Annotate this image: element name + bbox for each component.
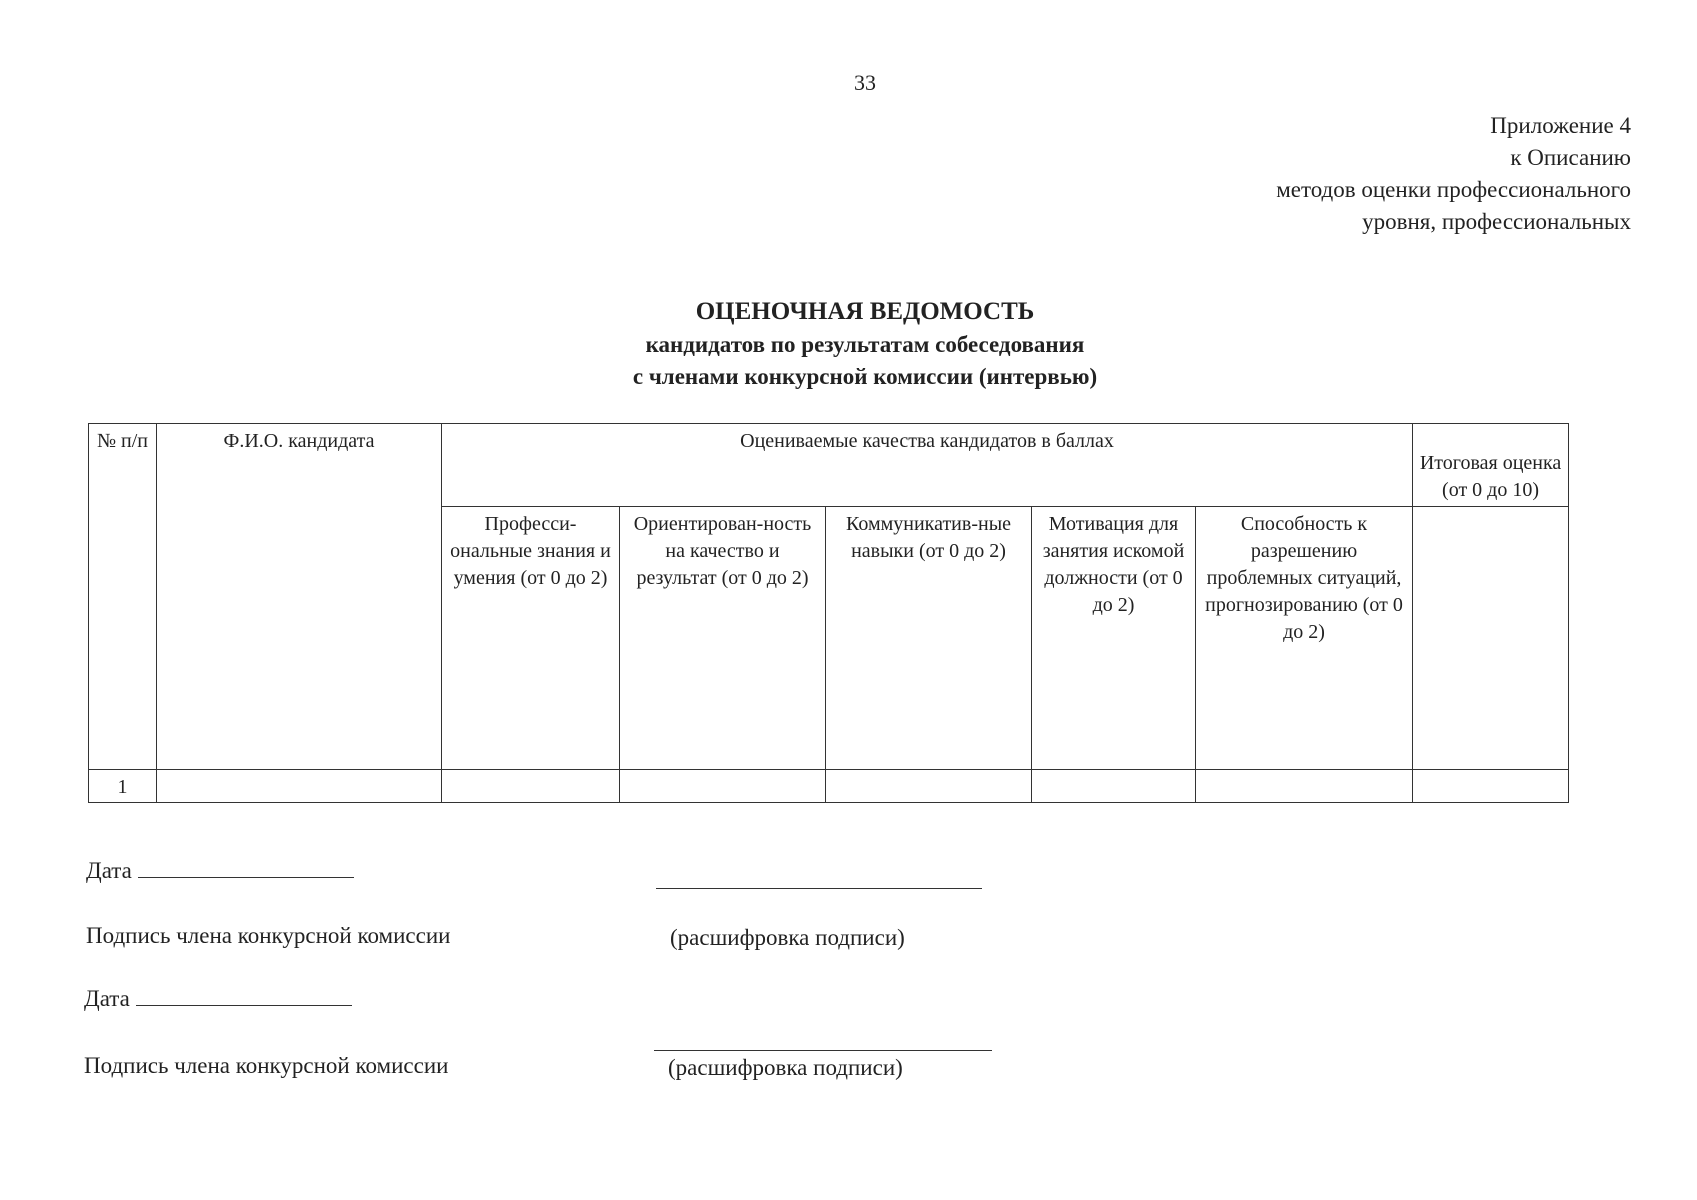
score-cell[interactable]	[826, 770, 1032, 803]
score-cell[interactable]	[442, 770, 620, 803]
signature-label: Подпись члена конкурсной комиссии	[84, 1053, 449, 1078]
date-label: Дата	[84, 986, 130, 1011]
assessment-table	[88, 423, 1569, 803]
header-criterion-professional-knowledge: Професси-ональные знания и умения (от 0 до 2)	[442, 507, 620, 770]
header-qualities: Оцениваемые качества кандидатов в баллах	[442, 424, 1413, 507]
appendix-line: методов оценки профессионального	[1276, 177, 1631, 202]
date-label: Дата	[86, 858, 132, 883]
total-score-cell[interactable]	[1413, 770, 1569, 803]
header-criterion-quality-orientation: Ориентирован-ность на качество и результат (от 0 до 2)	[620, 507, 826, 770]
header-criterion-problem-solving: Способность к разрешению проблемных ситуаций, прогнозированию (от 0 до 2)	[1196, 507, 1413, 770]
appendix-note	[1276, 110, 1631, 238]
appendix-line: уровня, профессиональных	[1362, 209, 1631, 234]
header-candidate-name: Ф.И.О. кандидата	[157, 424, 442, 770]
title-line-2: кандидатов по результатам собеседования	[645, 332, 1085, 357]
signature-decoding-line[interactable]	[656, 888, 982, 889]
candidate-name-cell[interactable]	[157, 770, 442, 803]
signature-decoding-label: (расшифровка подписи)	[670, 925, 905, 950]
date-line[interactable]	[138, 877, 354, 878]
date-line[interactable]	[136, 1005, 352, 1006]
header-number: № п/п	[89, 424, 157, 770]
document-title	[0, 295, 1697, 393]
date-field-1	[86, 858, 354, 884]
total-score-blank-cell	[1413, 507, 1569, 770]
row-number: 1	[89, 770, 157, 803]
title-line-3: с членами конкурсной комиссии (интервью)	[632, 364, 1098, 389]
header-criterion-motivation: Мотивация для занятия искомой должности (от 0 до 2)	[1032, 507, 1196, 770]
signature-decoding-line[interactable]	[654, 1050, 992, 1051]
score-cell[interactable]	[1196, 770, 1413, 803]
table-row	[89, 770, 1569, 803]
signature-decoding-label: (расшифровка подписи)	[668, 1055, 903, 1080]
signature-label: Подпись члена конкурсной комиссии	[86, 923, 451, 948]
page-number: 33	[854, 70, 876, 95]
score-cell[interactable]	[620, 770, 826, 803]
header-total-score: Итоговая оценка (от 0 до 10)	[1413, 424, 1569, 507]
header-criterion-communication: Коммуникатив-ные навыки (от 0 до 2)	[826, 507, 1032, 770]
title-main: ОЦЕНОЧНАЯ ВЕДОМОСТЬ	[695, 298, 1035, 325]
appendix-line: Приложение 4	[1490, 113, 1631, 138]
appendix-line: к Описанию	[1510, 145, 1631, 170]
score-cell[interactable]	[1032, 770, 1196, 803]
date-field-2	[84, 986, 352, 1012]
